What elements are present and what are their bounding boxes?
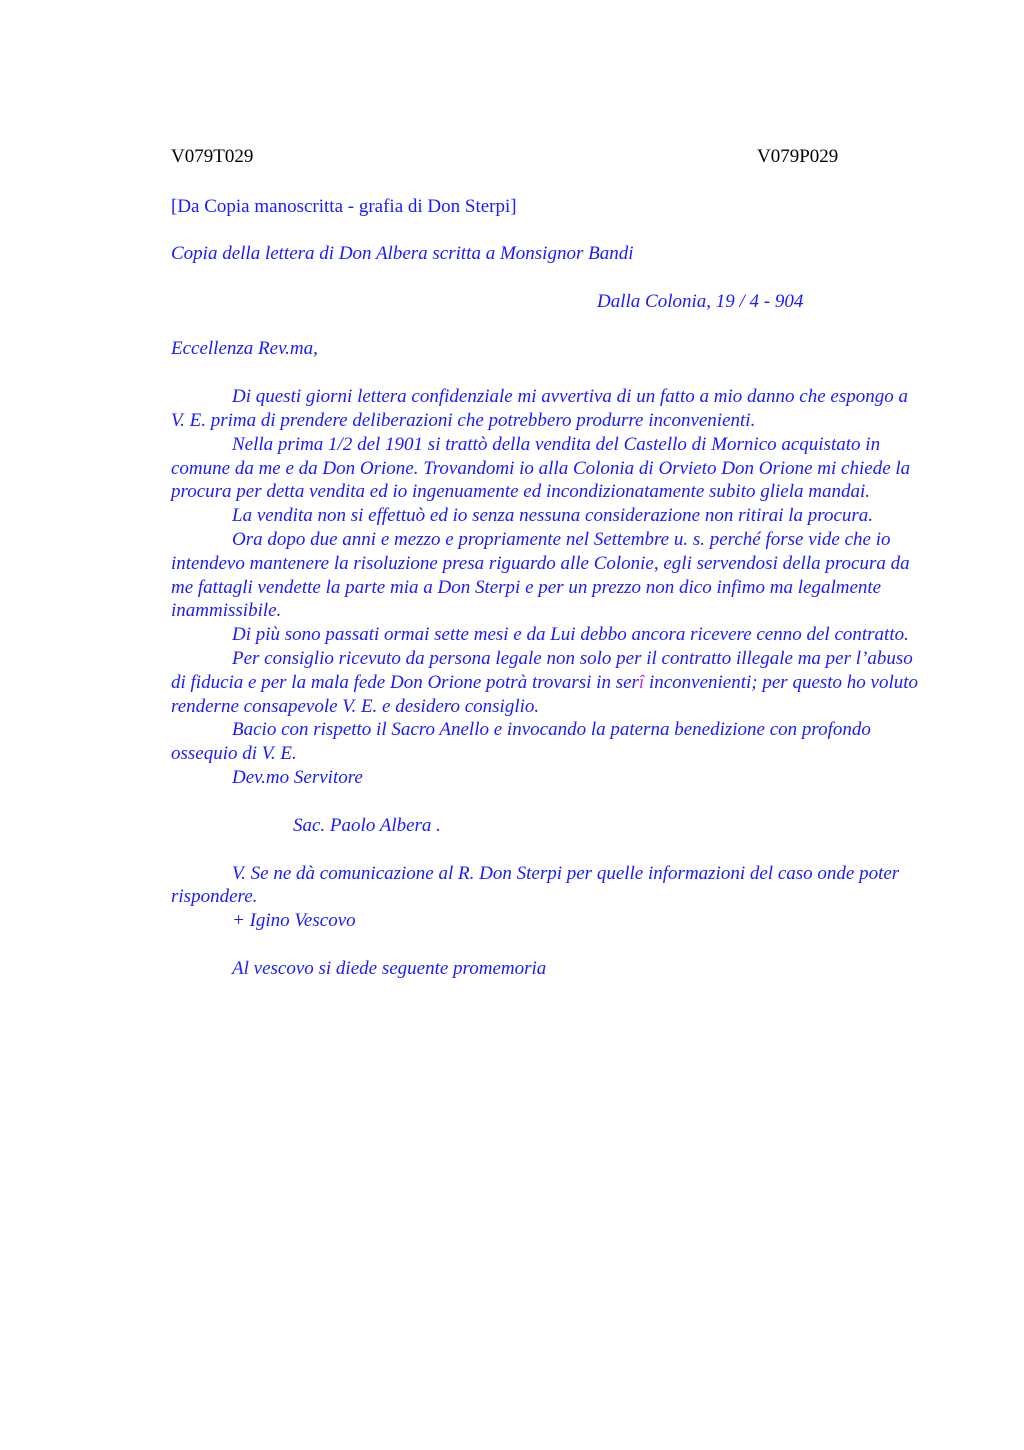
closing-note: Al vescovo si diede seguente promemoria — [232, 957, 547, 979]
letter-paragraph: Di più sono passati ormai sette mesi e da Lui debbo ancora ricevere cenno del contratto. — [232, 624, 909, 646]
paragraph-text: Per consiglio ricevuto da persona legale non solo per il contratto illegale ma per l’abuso di fiducia e per la mala fede Don Orione potrà trovarsi in ser — [171, 647, 913, 693]
letter-paragraph-closing: Bacio con rispetto il Sacro Anello e invocando la paterna benedizione con profondo ossequio di V. E. — [171, 719, 871, 765]
letter-paragraph: La vendita non si effettuò ed io senza nessuna considerazione non ritirai la procura. — [232, 505, 874, 527]
letter-salutation: Eccellenza Rev.ma, — [171, 338, 318, 360]
letter-signature: Sac. Paolo Albera . — [293, 814, 441, 836]
letter-paragraph: Ora dopo due anni e mezzo e propriamente nel Settembre u. s. perché forse vide che io intendevo mantenere la risoluzione presa riguardo alle Colonie, egli servendosi della procura da me fattagli vendette la parte mia a Don Sterpi e per un prezzo non dico infimo ma legalmente inammissibile. — [171, 528, 910, 622]
letter-dateline: Dalla Colonia, 19 / 4 - 904 — [597, 290, 804, 312]
letter-subtitle: Copia della lettera di Don Albera scritta a Monsignor Bandi — [171, 242, 634, 264]
source-note: [Da Copia manoscritta - grafia di Don Sterpi] — [171, 196, 517, 217]
letter-valediction: Dev.mo Servitore — [232, 766, 363, 788]
document-code-left: V079T029 — [171, 146, 254, 167]
document-page — [171, 145, 921, 981]
document-header — [171, 145, 921, 169]
letter-body — [171, 385, 921, 790]
letter-paragraph: Nella prima 1/2 del 1901 si trattò della vendita del Castello di Mornico acquistato in comune da me e da Don Orione. Trovandomi io alla Colonia di Orvieto Don Orione mi chiede la procura per detta vendita ed io ingenuamente ed incondizionatamente subito gliela mandai. — [171, 433, 911, 503]
letter-paragraph-consiglio — [171, 647, 921, 718]
highlighted-character: î — [638, 671, 645, 693]
document-code-right: V079P029 — [757, 146, 839, 167]
letter-paragraph: Di questi giorni lettera confidenziale mi avvertiva di un fatto a mio danno che espongo a V. E. prima di prendere deliberazioni che potrebbero produrre inconvenienti. — [171, 386, 908, 431]
bishop-postscript — [171, 862, 921, 933]
postscript-text: V. Se ne dà comunicazione al R. Don Sterpi per quelle informazioni del caso onde poter rispondere. — [171, 862, 900, 908]
paragraph-text: inconvenienti; per questo ho voluto renderne consapevole V. E. e desidero consiglio. — [171, 671, 919, 717]
postscript-signed: + Igino Vescovo — [232, 910, 356, 932]
